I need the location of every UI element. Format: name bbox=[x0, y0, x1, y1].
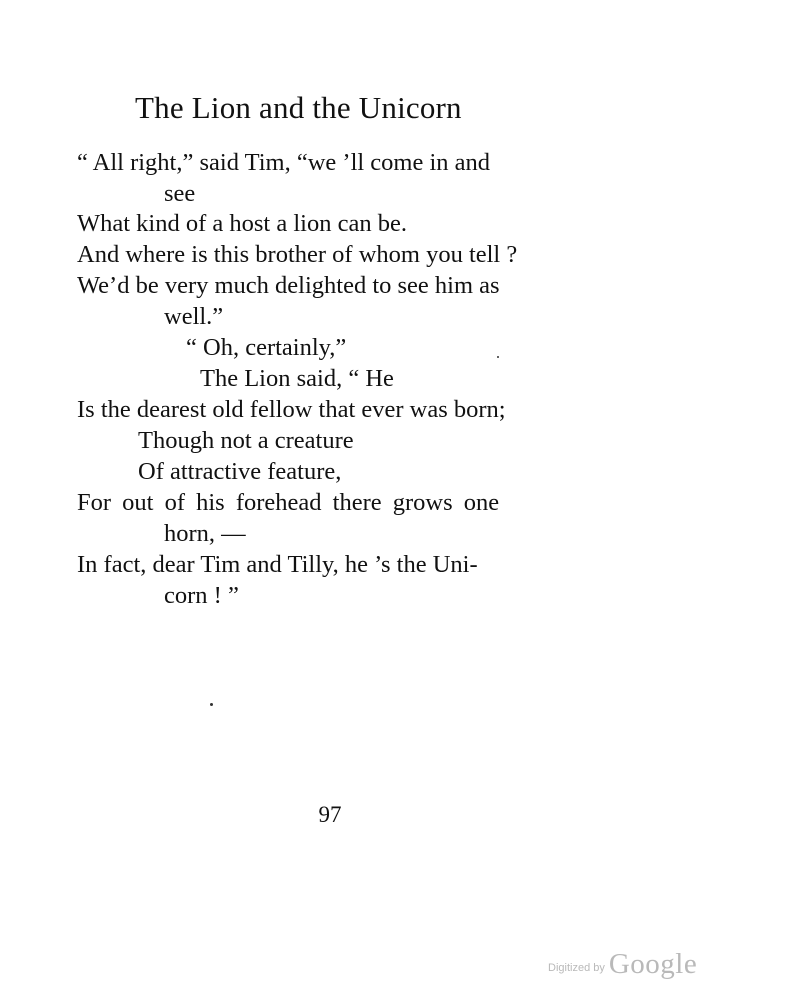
poem-line: In fact, dear Tim and Tilly, he ’s the Uni- bbox=[77, 551, 478, 578]
digitized-watermark bbox=[548, 948, 718, 988]
poem-line: What kind of a host a lion can be. bbox=[77, 210, 407, 237]
poem-line: The Lion said, “ He bbox=[200, 365, 394, 392]
page-number: 97 bbox=[318, 802, 342, 827]
poem-line: well.” bbox=[164, 303, 224, 330]
poem-line: see bbox=[164, 180, 196, 207]
poem-line: Is the dearest old fellow that ever was born; bbox=[77, 396, 506, 423]
watermark-label: Digitized by bbox=[548, 962, 605, 974]
poem-line: Though not a creature bbox=[138, 427, 354, 454]
poem-line: We’d be very much delighted to see him as bbox=[77, 272, 500, 299]
poem-line: For out of his forehead there grows one bbox=[77, 489, 500, 516]
poem-line: “ Oh, certainly,” bbox=[186, 334, 347, 361]
poem-line: corn ! ” bbox=[164, 582, 239, 609]
ink-speck bbox=[497, 356, 499, 358]
poem-line: horn, — bbox=[164, 520, 246, 547]
poem-line: “ All right,” said Tim, “we ’ll come in and bbox=[77, 149, 491, 176]
watermark-brand: Google bbox=[608, 948, 698, 980]
poem-line: Of attractive feature, bbox=[138, 458, 342, 485]
page-title: The Lion and the Unicorn bbox=[135, 90, 462, 125]
poem-line: And where is this brother of whom you tell ? bbox=[77, 241, 518, 268]
ink-speck bbox=[210, 703, 213, 706]
